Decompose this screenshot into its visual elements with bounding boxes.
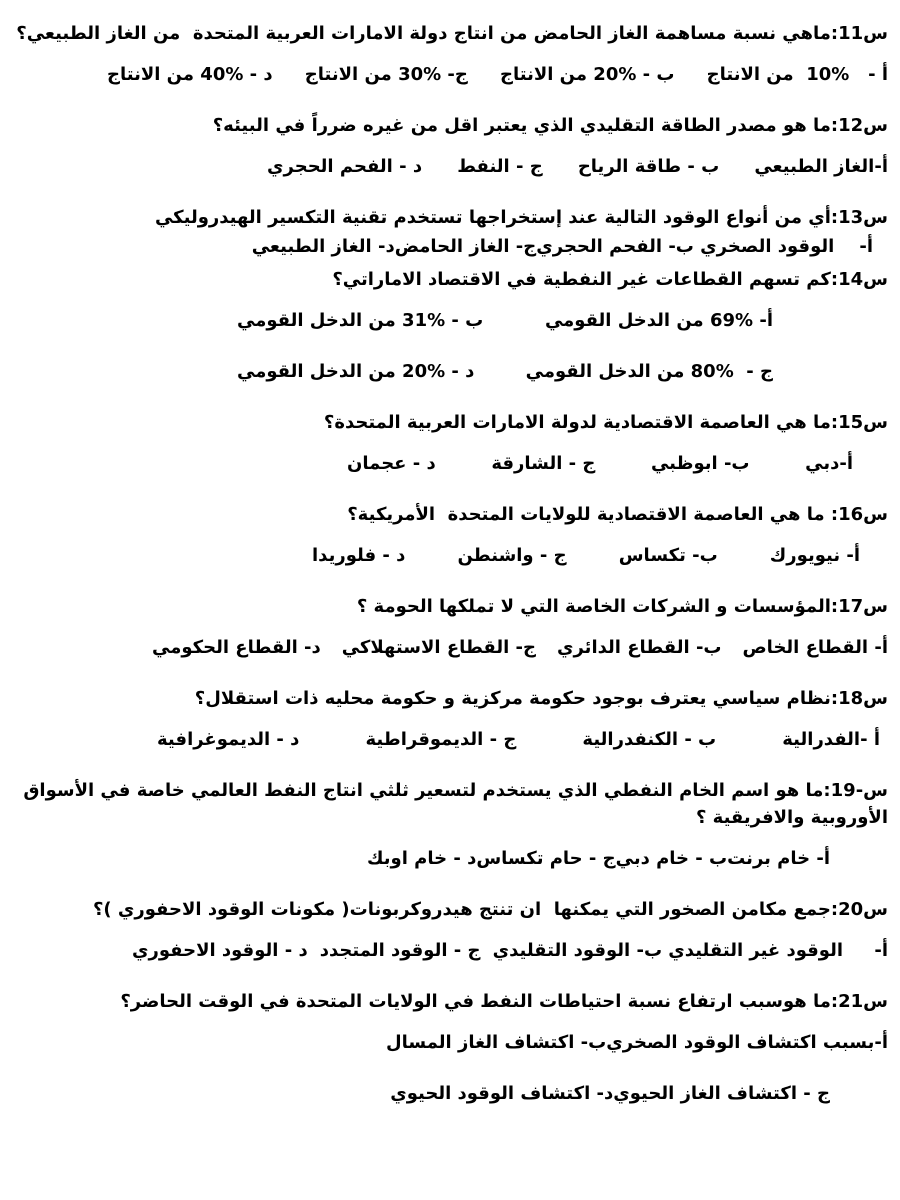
option-c: ج - اكتشاف الغاز الحيوي [613,1083,830,1104]
option-b: ب - الكنفدرالية [582,729,717,750]
options-row [12,726,888,753]
option-d: د - الفحم الحجري [267,156,423,177]
question-text: س20:جمع مكامن الصخور التي يمكنها ان تنتج هيدروكربونات( مكونات الوقود الاحفوري )؟ [92,899,888,920]
options-row [12,542,888,569]
option-a: أ-دبي [805,453,853,474]
option-d: د - %40 من الانتاج [107,64,273,85]
option-a: أ- خام برنت [727,848,830,869]
question-text: س15:ما هي العاصمة الاقتصادية لدولة الامارات العربية المتحدة؟ [323,412,888,433]
options-row [12,153,888,180]
option-a: أ -الفدرالية [782,729,880,750]
option-b: ب - طاقة الرياح [577,156,720,177]
option-b: ب- تكساس [618,545,718,566]
option-d: د - الديموغرافية [157,729,300,750]
option-a: أ-بسبب اكتشاف الوقود الصخري [606,1032,888,1053]
options-row [12,634,888,661]
question-text: س12:ما هو مصدر الطاقة التقليدي الذي يعتبر اقل من غيره ضرراً في البيئه؟ [212,115,888,136]
question-text: س-19:ما هو اسم الخام النفطي الذي يستخدم لتسعير ثلثي انتاج النفط العالمي خاصة في الأسواق الأوروبية والافريقية ؟ [17,780,888,828]
option-d: د - خام اوبك [367,848,477,869]
option-a: أ- القطاع الخاص [742,637,888,658]
option-d: د- القطاع الحكومي [152,637,321,658]
option-d: د - %20 من الدخل القومي [237,361,475,382]
option-d: د - عجمان [347,453,436,474]
question-block-20 [12,896,888,964]
option-b: ب- اكتشاف الغاز المسال [386,1032,607,1053]
option-a-b: أ- الوقود غير التقليدي ب- الوقود التقليدي [492,940,888,961]
options-row [12,450,888,477]
options-row [12,358,888,385]
question-text: س14:كم تسهم القطاعات غير النفطية في الاقتصاد الاماراتي؟ [332,269,888,290]
question-block-21 [12,988,888,1107]
option-b: ب - %31 من الدخل القومي [237,310,484,331]
option-c: ج - النفط [457,156,543,177]
options-row [12,307,888,334]
question-block-12 [12,112,888,180]
option-a: أ - %10 من الانتاج [706,64,888,85]
option-c: ج - واشنطن [457,545,567,566]
question-block-11 [12,20,888,88]
options-row [12,845,888,872]
option-a: أ- %69 من الدخل القومي [544,310,773,331]
option-c: ج - الديموقراطية [365,729,517,750]
question-block-15 [12,409,888,477]
option-b: ب - %20 من الانتاج [500,64,675,85]
options-row [12,233,888,260]
option-d: د - فلوريدا [312,545,406,566]
question-text: س13:أي من أنواع الوقود التالية عند إستخراجها تستخدم تقنية التكسير الهيدروليكي [154,207,888,228]
option-b: ب- ابوظبي [650,453,750,474]
question-text: س18:نظام سياسي يعترف بوجود حكومة مركزية و حكومة محليه ذات استقلال؟ [194,688,888,709]
question-block-14 [12,266,888,385]
question-block-19 [12,777,888,872]
question-text: س11:ماهي نسبة مساهمة الغاز الحامض من انتاج دولة الامارات العربية المتحدة من الغاز الطبيعي؟ [16,23,888,44]
option-d: د- اكتشاف الوقود الحيوي [390,1083,614,1104]
option-c: ج - الوقود المتجدد [319,940,481,961]
option-c: ج - حام تكساس [476,848,616,869]
option-a: أ-الغاز الطبيعي [754,156,888,177]
question-text: س16: ما هي العاصمة الاقتصادية للولايات المتحدة الأمريكية؟ [347,504,888,525]
option-c: ج- %30 من الانتاج [304,64,468,85]
option-c: ج - الشارقة [491,453,596,474]
options-row [12,937,888,964]
question-block-16 [12,501,888,569]
option-b: ب- القطاع الدائري [556,637,722,658]
option-a: أ- نيويورك [769,545,860,566]
options-row [12,61,888,88]
option-a-b: أ- الوقود الصخري ب- الفحم الحجري [536,236,873,257]
question-text: س17:المؤسسات و الشركات الخاصة التي لا تملكها الحومة ؟ [356,596,888,617]
option-d: د- الغاز الطبيعي [251,236,395,257]
option-d: د - الوقود الاحفوري [132,940,308,961]
question-block-18 [12,685,888,753]
option-c: ج - %80 من الدخل القومي [525,361,773,382]
question-block-17 [12,593,888,661]
options-row [12,1080,888,1107]
question-block-13 [12,204,888,260]
option-c: ج- القطاع الاستهلاكي [341,637,537,658]
option-c: ج- الغاز الحامض [394,236,537,257]
question-text: س21:ما هوسبب ارتفاع نسبة احتياطات النفط في الولايات المتحدة في الوقت الحاضر؟ [120,991,888,1012]
options-row [12,1029,888,1056]
option-b: ب - خام دبي [615,848,728,869]
